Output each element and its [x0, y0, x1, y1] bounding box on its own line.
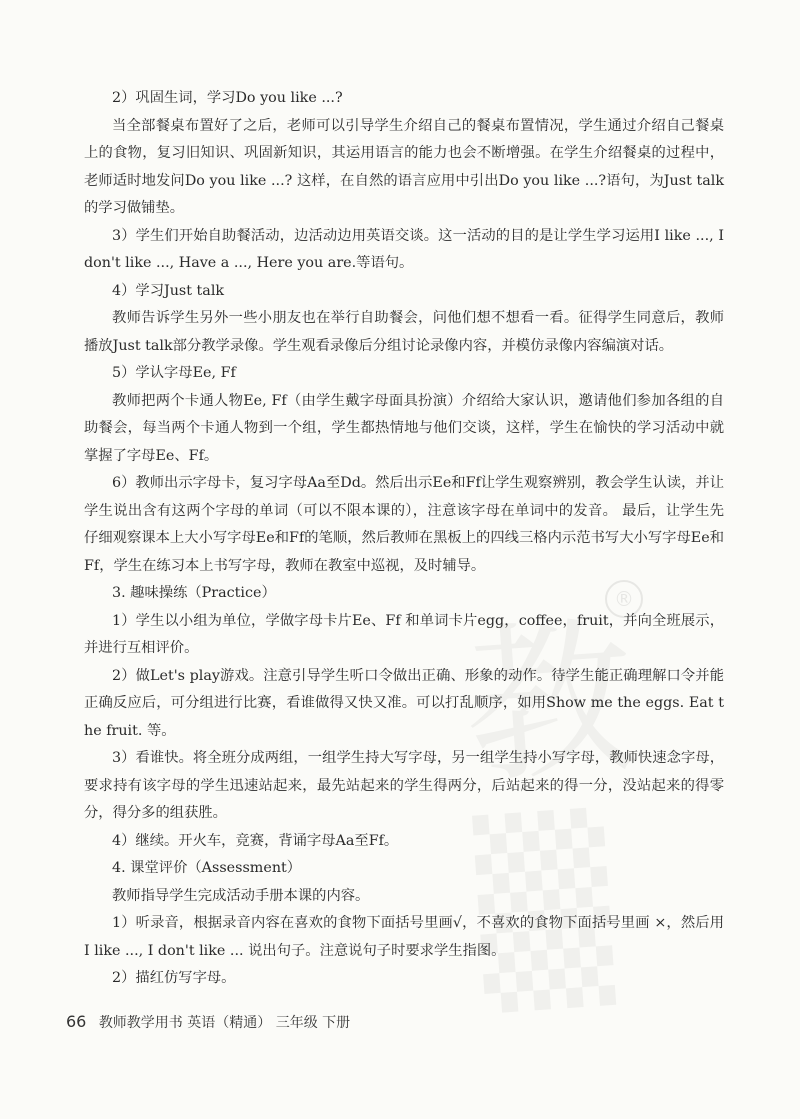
paragraph: 5）学认字母Ee, Ff: [112, 365, 236, 381]
page-number: 66: [66, 1012, 87, 1031]
section-heading: 3. 趣味操练（Practice）: [112, 585, 276, 601]
paragraph: 2）巩固生词，学习Do you like ...?: [112, 90, 343, 106]
paragraph: 4）学习Just talk: [112, 282, 225, 299]
paragraph: 1）听录音，根据录音内容在喜欢的食物下面括号里画√，不喜欢的食物下面括号里画 ×，然后用I like ..., I don't like ... 说出句子。注意说句子时要求学生指图。: [84, 915, 724, 959]
paragraph: 教师把两个卡通人物Ee, Ff（由学生戴字母面具扮演）介绍给大家认识，邀请他们参加各组的自助餐会，每当两个卡通人物到一个组，学生都热情地与他们交谈，这样，学生在愉快的学习活动中就掌握了字母Ee、Ff。: [84, 392, 724, 464]
paragraph: 当全部餐桌布置好了之后，老师可以引导学生介绍自己的餐桌布置情况，学生通过介绍自己餐桌上的食物，复习旧知识、巩固新知识，其运用语言的能力也会不断增强。在学生介绍餐桌的过程中，老师适时地发问Do you like ...? 这样，在自然的语言应用中引出Do you like ...?语句，为Just talk 的学习做铺垫。: [84, 117, 724, 216]
page-footer: [66, 1012, 350, 1032]
paragraph: 2）描红仿写字母。: [112, 970, 236, 986]
paragraph: 教师指导学生完成活动手册本课的内容。: [112, 887, 370, 904]
paragraph: 4）继续。开火车，竞赛，背诵字母Aa至Ff。: [112, 832, 399, 849]
book-title: 教师教学用书 英语（精通） 三年级 下册: [98, 1015, 351, 1031]
registered-mark-icon: ®: [605, 580, 643, 618]
paragraph: 1）学生以小组为单位，学做字母卡片Ee、Ff 和单词卡片egg，coffee，fruit，并向全班展示，并进行互相评价。: [84, 612, 724, 656]
paragraph: 教师告诉学生另外一些小朋友也在举行自助餐会，问他们想不想看一看。征得学生同意后，教师播放Just talk部分教学录像。学生观看录像后分组讨论录像内容，并模仿录像内容编演对话。: [84, 310, 724, 354]
section-heading: 4. 课堂评价（Assessment）: [112, 860, 302, 876]
paragraph: 6）教师出示字母卡，复习字母Aa至Dd。然后出示Ee和Ff让学生观察辨别，教会学生认读，并让学生说出含有这两个字母的单词（可以不限本课的），注意该字母在单词中的发音。 最后，让学生先仔细观察课本上大小写字母Ee和Ff的笔顺，然后教师在黑板上的四线三格内示范书写大小写字母Ee和Ff，学生在练习本上书写字母，教师在教室中巡视，及时辅导。: [84, 475, 724, 574]
paragraph: 2）做Let's play游戏。注意引导学生听口令做出正确、形象的动作。待学生能正确理解口令并能正确反应后，可分组进行比赛，看谁做得又快又准。可以打乱顺序，如用Show me the eggs. Eat the fruit. 等。: [84, 667, 724, 739]
paragraph: 3）看谁快。将全班分成两组，一组学生持大写字母，另一组学生持小写字母，教师快速念字母，要求持有该字母的学生迅速站起来，最先站起来的学生得两分，后站起来的得一分，没站起来的得零分，得分多的组获胜。: [84, 750, 724, 821]
paragraph: 3）学生们开始自助餐活动，边活动边用英语交谈。这一活动的目的是让学生学习运用I like ..., I don't like ..., Have a ..., Here you are.等语句。: [84, 227, 724, 271]
page-body: [84, 85, 724, 993]
